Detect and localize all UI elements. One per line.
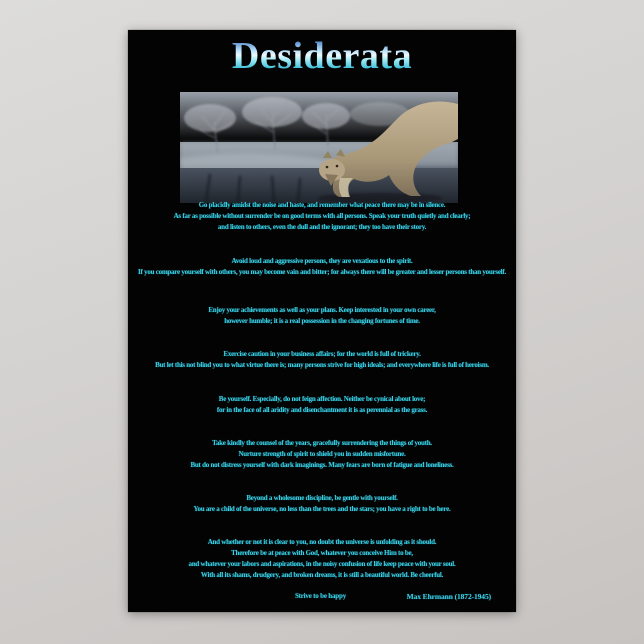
poster-image — [180, 92, 458, 203]
poem-stanza-6 — [128, 438, 516, 471]
poem-line: Go placidly amidst the noise and haste, and remember what peace there may be in silence. — [198, 201, 446, 209]
poem-line: however humble; it is a real possession in the changing fortunes of time. — [224, 317, 420, 325]
poem-author: Max Ehrmann (1872-1945) — [406, 592, 491, 601]
wolf-winter-scene-illustration — [180, 92, 458, 203]
desiderata-poster — [128, 30, 516, 612]
poem-line: Exercise caution in your business affairs; for the world is full of trickery. — [223, 350, 421, 358]
wolf-eye-left — [326, 166, 329, 169]
poem-line: and listen to others, even the dull and the ignorant; they too have their story. — [217, 223, 427, 231]
poem-line: and whatever your labors and aspirations, in the noisy confusion of life keep peace with your soul. — [188, 560, 456, 568]
poem-line: Enjoy your achievements as well as your plans. Keep interested in your own career, — [208, 306, 436, 314]
poem-line: Therefore be at peace with God, whatever you conceive Him to be, — [231, 549, 413, 557]
poem-line: for in the face of all aridity and disenchantment it is as perennial as the grass. — [216, 406, 428, 414]
poem-line: And whether or not it is clear to you, no doubt the universe is unfolding as it should. — [207, 538, 437, 546]
poem-stanza-3 — [128, 305, 516, 327]
poster-title: Desiderata — [128, 34, 516, 78]
poem-stanza-5 — [128, 394, 516, 416]
poem-line: You are a child of the universe, no less than the trees and the stars; you have a right to be here. — [193, 505, 451, 513]
poem-line: With all its shams, drudgery, and broken dreams, it is still a beautiful world. Be cheerful. — [200, 571, 444, 579]
poem-stanza-7 — [128, 493, 516, 515]
poem-line: Take kindly the counsel of the years, gracefully surrendering the things of youth. — [212, 439, 432, 447]
poem-line: But do not distress yourself with dark imaginings. Many fears are born of fatigue and loneliness. — [190, 461, 454, 469]
poem-stanza-4 — [128, 349, 516, 371]
wolf-eye-right — [336, 165, 339, 168]
poem-stanza-1 — [128, 200, 516, 233]
poem-footer — [128, 591, 516, 603]
poem-line: If you compare yourself with others, you may become vain and bitter; for always there will be greater and lesser persons than yourself. — [138, 268, 506, 276]
poem-closing: Strive to be happy — [294, 592, 346, 600]
poem-line: Be yourself. Especially, do not feign affection. Neither be cynical about love; — [218, 395, 426, 403]
poem-line: Avoid loud and aggressive persons, they are vexatious to the spirit. — [231, 257, 413, 265]
poem-stanza-2 — [128, 256, 516, 278]
poem-line: As far as possible without surrender be on good terms with all persons. Speak your truth quietly and clearly; — [173, 212, 471, 220]
poem-line: But let this not blind you to what virtue there is; many persons strive for high ideals; and everywhere life is full of heroism. — [155, 361, 489, 369]
poem-line: Beyond a wholesome discipline, be gentle with yourself. — [246, 494, 398, 502]
poem-line: Nurture strength of spirit to shield you in sudden misfortune. — [238, 450, 406, 458]
poem-stanza-8 — [128, 537, 516, 581]
